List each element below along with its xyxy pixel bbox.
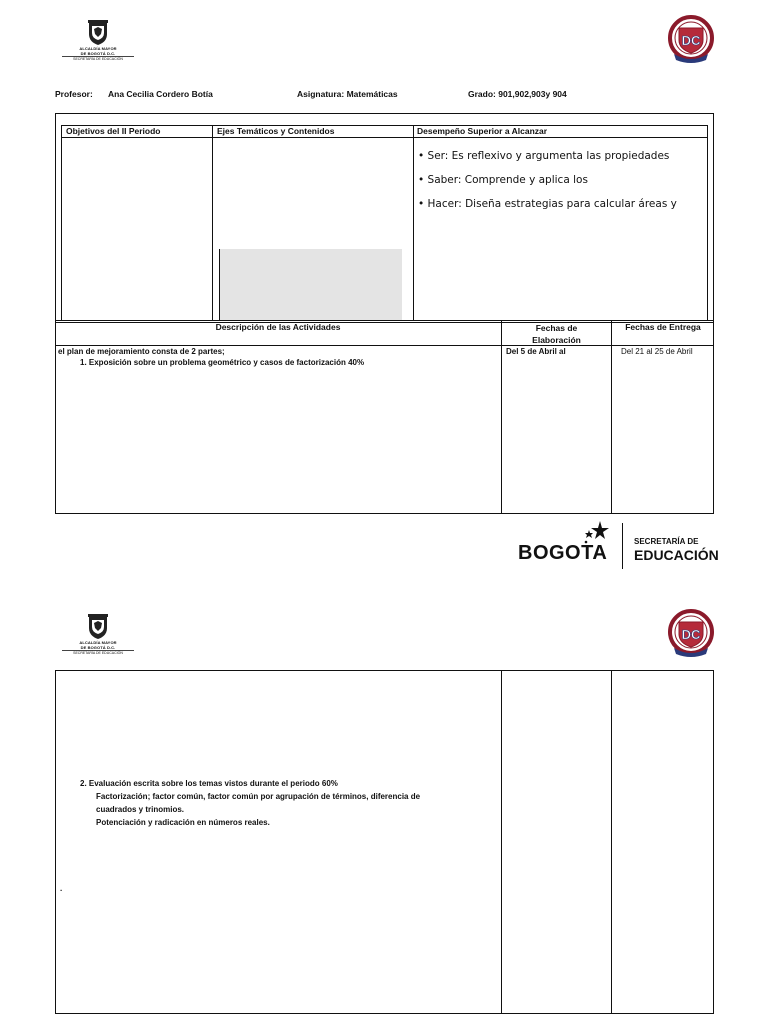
svg-text:DC: DC [681,33,701,48]
profesor-name: Ana Cecilia Cordero Botía [108,89,213,99]
bogota-wordmark: BOGOTA [518,542,608,564]
coat-of-arms-icon [86,614,110,640]
activity-item-2: 2. Evaluación escrita sobre los temas vistos durante el periodo 60% [80,779,338,788]
content-placeholder-block [219,249,402,321]
logo-line3: SECRETARÍA DE EDUCACIÓN [62,56,134,62]
objectives-header: Objetivos del II Periodo [66,126,161,136]
asignatura: Asignatura: Matemáticas [297,89,398,99]
coat-of-arms-icon [86,20,110,46]
stray-dot: . [60,884,63,893]
desempeno-header: Desempeño Superior a Alcanzar [417,126,548,136]
activity-item-2-detail-3: Potenciación y radicación en números reales. [96,818,270,827]
activities-table-continued [55,670,714,1014]
bullet-saber: • Saber: Comprende y aplica los [418,174,588,186]
logo-line2: DE BOGOTÁ D.C. [80,51,116,56]
activity-item-2-detail-1: Factorización; factor común, factor común por agrupación de términos, diferencia de [96,792,421,801]
educacion-label: EDUCACIÓN [634,547,719,563]
bogota-brand [518,520,718,572]
bullet-hacer: • Hacer: Diseña estrategias para calcular áreas y [418,198,677,210]
logo-line1: ALCALDÍA MAYOR [79,640,117,645]
grado: Grado: 901,902,903y 904 [468,89,567,99]
elaboracion-header-1: Fechas de [535,323,578,333]
activities-intro: el plan de mejoramiento consta de 2 partes; [58,347,225,356]
ejes-header: Ejes Temáticos y Contenidos [217,126,335,136]
school-crest-icon [666,14,716,66]
logo-line3: SECRETARÍA DE EDUCACIÓN [62,650,134,656]
entrega-date: Del 21 al 25 de Abril [621,347,693,356]
logo-line2: DE BOGOTÁ D.C. [80,645,116,650]
elaboracion-header-2: Elaboración [532,335,581,345]
bullet-ser: • Ser: Es reflexivo y argumenta las propiedades [418,150,670,162]
secretaria-label: SECRETARÍA DE [634,537,699,546]
activity-item-1: 1. Exposición sobre un problema geométrico y casos de factorización 40% [80,358,365,367]
alcaldia-logo [62,20,134,62]
elaboracion-date: Del 5 de Abril al [506,347,566,356]
svg-text:DC: DC [681,627,701,642]
school-crest-icon [666,608,716,660]
profesor-label: Profesor: [55,89,93,99]
descripcion-header: Descripción de las Actividades [215,322,341,332]
activity-item-2-detail-2: cuadrados y trinomios. [96,805,185,814]
entrega-header: Fechas de Entrega [625,322,701,332]
alcaldia-logo-page2 [62,614,134,656]
logo-line1: ALCALDÍA MAYOR [79,46,117,51]
